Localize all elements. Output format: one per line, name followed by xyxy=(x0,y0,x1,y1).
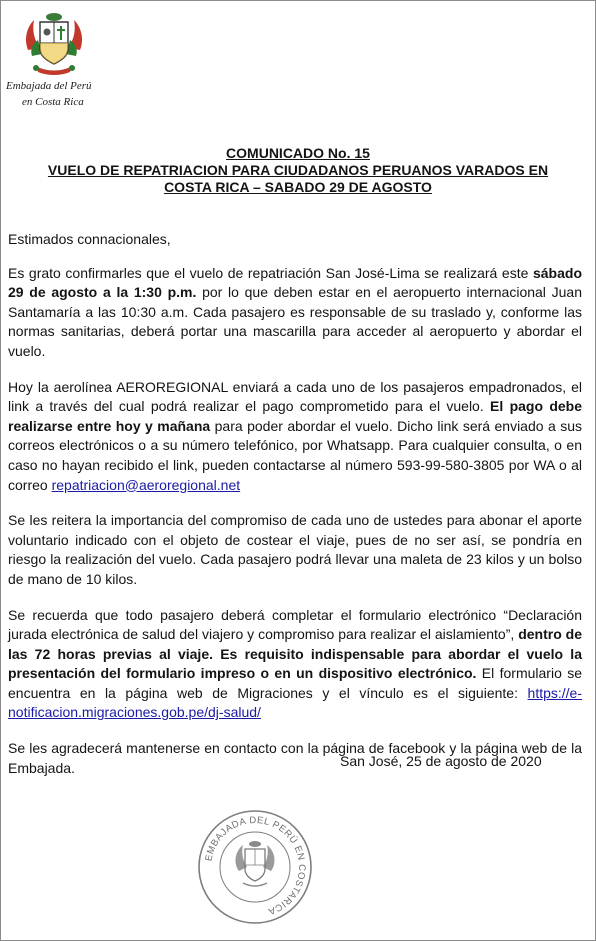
communique-heading xyxy=(0,145,596,196)
communique-title-line-1: VUELO DE REPATRIACION PARA CIUDADANOS PERUANOS VARADOS EN xyxy=(47,162,549,178)
text-run: El formulario se encuentra en la página web de Migraciones y el vínculo es el siguiente: xyxy=(8,665,583,701)
health-form-link[interactable]: https://e-notificacion.migraciones.gob.pe/dj-salud/ xyxy=(8,684,582,721)
paragraph-health-form xyxy=(8,606,582,724)
paragraph-payment xyxy=(8,378,582,496)
payment-deadline-emphasis: El pago debe realizarse entre hoy y mañana xyxy=(8,398,583,434)
paragraph-flight-details xyxy=(8,264,582,362)
sign-date: San José, 25 de agosto de 2020 xyxy=(340,753,542,769)
text-run: Hoy la aerolínea AEROREGIONAL enviará a cada uno de los pasajeros empadronados, el link a través del cual podrá realizar el pago comprometido para el vuelo. xyxy=(8,378,582,415)
health-form-requirement-emphasis: dentro de las 72 horas previas al viaje. Es requisito indispensable para abordar el vuelo la presentación del formulario impreso o en un dispositivo electrónico. xyxy=(8,626,583,682)
greeting: Estimados connacionales, xyxy=(8,231,171,247)
flight-date-emphasis: sábado 29 de agosto a la 1:30 p.m. xyxy=(8,264,582,301)
embassy-seal-icon xyxy=(197,809,313,925)
communique-title-line-2: COSTA RICA – SABADO 29 DE AGOSTO xyxy=(164,179,432,195)
letter-body xyxy=(8,230,582,794)
embassy-name xyxy=(6,78,114,110)
embassy-line-2: en Costa Rica xyxy=(22,96,84,108)
text-run: por lo que deben estar en el aeropuerto internacional Juan Santamaría a las 10:30 a.m. Cada pasajero es responsable de su traslado y, conforme las normas sanitarias, deberá portar una mascarilla para acceder al aeropuerto y abordar el vuelo. xyxy=(8,284,582,359)
text-run: Se recuerda que todo pasajero deberá completar el formulario electrónico “Declaración jurada electrónica de salud del viajero y compromiso para realizar el aislamiento”, xyxy=(8,606,582,643)
paragraph-commitment: Se les reitera la importancia del compromiso de cada uno de ustedes para abonar el aporte voluntario indicado con el objeto de costear el viaje, pues de no ser así, se pondría en riesgo la realización del vuelo. Cada pasajero podrá llevar una maleta de 23 kilos y un bolso de mano de 10 kilos. xyxy=(8,512,582,587)
embassy-line-1: Embajada del Perú xyxy=(6,80,92,92)
paragraph-contact: Se les agradecerá mantenerse en contacto con la página de facebook y la página web de la Embajada. xyxy=(8,740,582,776)
peru-coat-of-arms-icon xyxy=(22,10,86,80)
contact-email-link[interactable]: repatriacion@aeroregional.net xyxy=(51,476,241,493)
text-run: para poder abordar el vuelo. Dicho link será enviado a sus correos electrónicos o a su número telefónico, por Whatsapp. Para cualquier consulta, o en caso no hayan recibido el link, pueden contactarse al número 593-99-580-3805 por WA o al correo xyxy=(8,417,582,493)
seal-text: EMBAJADA DEL PERÚ EN COSTARICA xyxy=(203,814,308,917)
communique-number: COMUNICADO No. 15 xyxy=(226,145,370,161)
text-run: Es grato confirmarles que el vuelo de repatriación San José-Lima se realizará este xyxy=(8,264,533,281)
